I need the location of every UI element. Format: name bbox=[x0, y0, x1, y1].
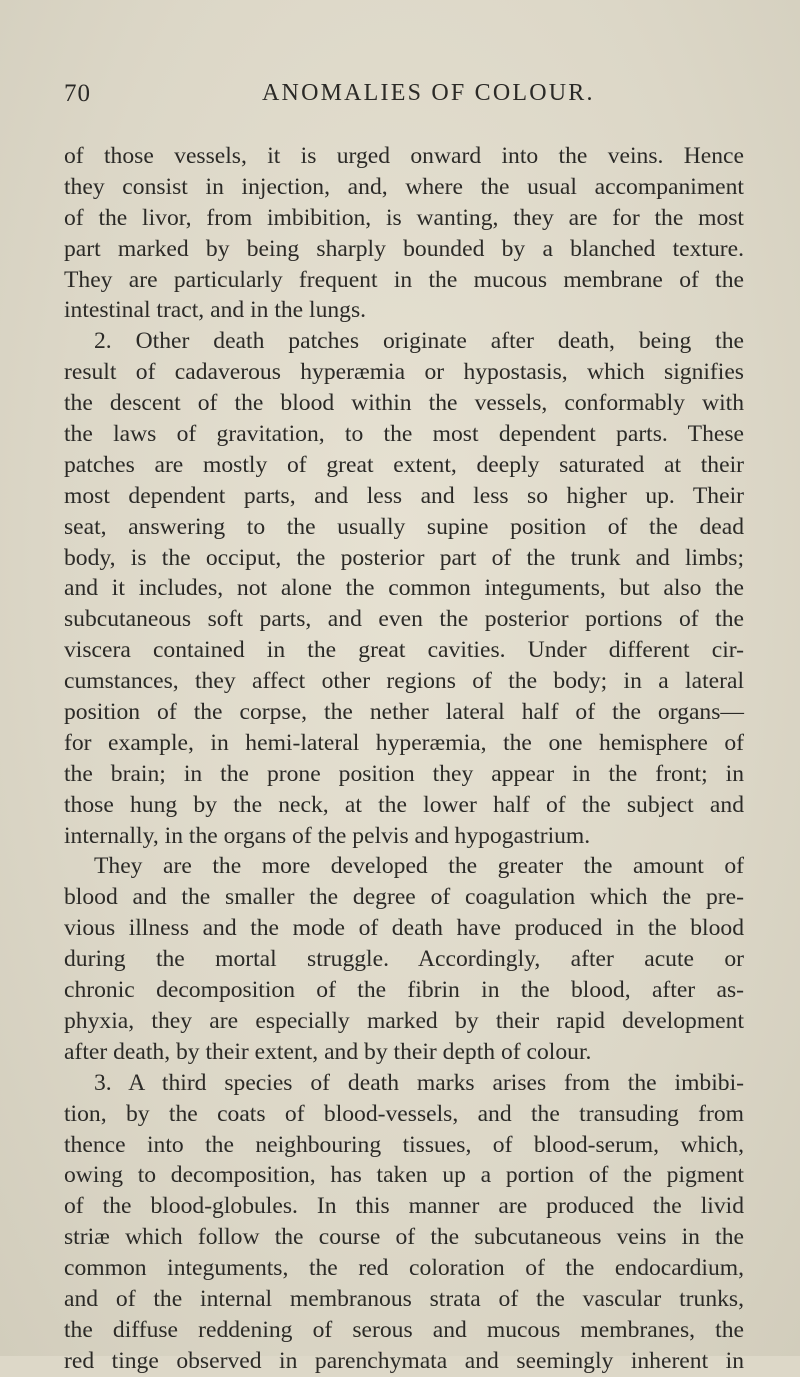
text-line: 3. A third species of death marks arises from the imbibi- bbox=[94, 1069, 744, 1096]
text-line: chronic decomposition of the fibrin in the blood, after as- bbox=[64, 977, 744, 1004]
text-line: seat, answering to the usually supine position of the dead bbox=[64, 513, 744, 540]
text-line: vious illness and the mode of death have produced in the blood bbox=[64, 915, 744, 942]
text-line: after death, by their extent, and by their depth of colour. bbox=[64, 1038, 592, 1065]
page-header bbox=[64, 80, 744, 120]
running-title: ANOMALIES OF COLOUR. bbox=[262, 80, 595, 106]
text-line: blood and the smaller the degree of coagulation which the pre- bbox=[64, 884, 744, 911]
text-line: position of the corpse, the nether lateral half of the organs— bbox=[64, 699, 744, 726]
text-line: those hung by the neck, at the lower half of the subject and bbox=[64, 791, 744, 818]
text-line: viscera contained in the great cavities. Under different cir- bbox=[64, 637, 744, 664]
text-line: red tinge observed in parenchymata and seemingly inherent in bbox=[64, 1347, 744, 1374]
text-line: They are particularly frequent in the mucous membrane of the bbox=[64, 266, 744, 293]
text-line: the descent of the blood within the vessels, conformably with bbox=[64, 390, 744, 417]
text-line: the brain; in the prone position they appear in the front; in bbox=[64, 760, 744, 787]
text-line: cumstances, they affect other regions of the body; in a lateral bbox=[64, 668, 744, 695]
text-line: of the livor, from imbibition, is wanting, they are for the most bbox=[64, 204, 744, 231]
page-number: 70 bbox=[64, 80, 91, 107]
text-line: the diffuse reddening of serous and mucous membranes, the bbox=[64, 1316, 744, 1343]
text-line: for example, in hemi-lateral hyperæmia, the one hemisphere of bbox=[64, 729, 744, 756]
text-line: of those vessels, it is urged onward into the veins. Hence bbox=[64, 143, 744, 169]
text-line: body, is the occiput, the posterior part of the trunk and limbs; bbox=[64, 544, 744, 571]
text-line: patches are mostly of great extent, deeply saturated at their bbox=[64, 451, 744, 478]
text-line: result of cadaverous hyperæmia or hypostasis, which signifies bbox=[64, 359, 744, 386]
text-line: owing to decomposition, has taken up a portion of the pigment bbox=[64, 1162, 744, 1189]
text-line: 2. Other death patches originate after death, being the bbox=[94, 328, 744, 355]
text-line: internally, in the organs of the pelvis and hypogastrium. bbox=[64, 822, 591, 849]
text-line: and it includes, not alone the common integuments, but also the bbox=[64, 575, 744, 602]
text-line: and of the internal membranous strata of the vascular trunks, bbox=[64, 1285, 744, 1312]
text-line: thence into the neighbouring tissues, of blood-serum, which, bbox=[64, 1131, 744, 1158]
text-line: common integuments, the red coloration of the endocardium, bbox=[64, 1255, 744, 1282]
text-line: intestinal tract, and in the lungs. bbox=[64, 297, 367, 324]
text-line: of the blood-globules. In this manner are produced the livid bbox=[64, 1193, 744, 1220]
text-line: tion, by the coats of blood-vessels, and the transuding from bbox=[64, 1100, 744, 1127]
text-line: phyxia, they are especially marked by their rapid development bbox=[64, 1007, 744, 1034]
text-line: they consist in injection, and, where the usual accompaniment bbox=[64, 173, 744, 200]
text-line: part marked by being sharply bounded by a blanched texture. bbox=[64, 235, 744, 262]
text-line: during the mortal struggle. Accordingly, after acute or bbox=[64, 946, 744, 973]
text-line: They are the more developed the greater the amount of bbox=[94, 853, 744, 880]
text-line: striæ which follow the course of the subcutaneous veins in the bbox=[64, 1224, 744, 1251]
text-line: subcutaneous soft parts, and even the posterior portions of the bbox=[64, 606, 744, 633]
text-line: most dependent parts, and less and less so higher up. Their bbox=[64, 482, 744, 509]
body-text bbox=[64, 141, 744, 1377]
text-line: the laws of gravitation, to the most dependent parts. These bbox=[64, 421, 744, 448]
